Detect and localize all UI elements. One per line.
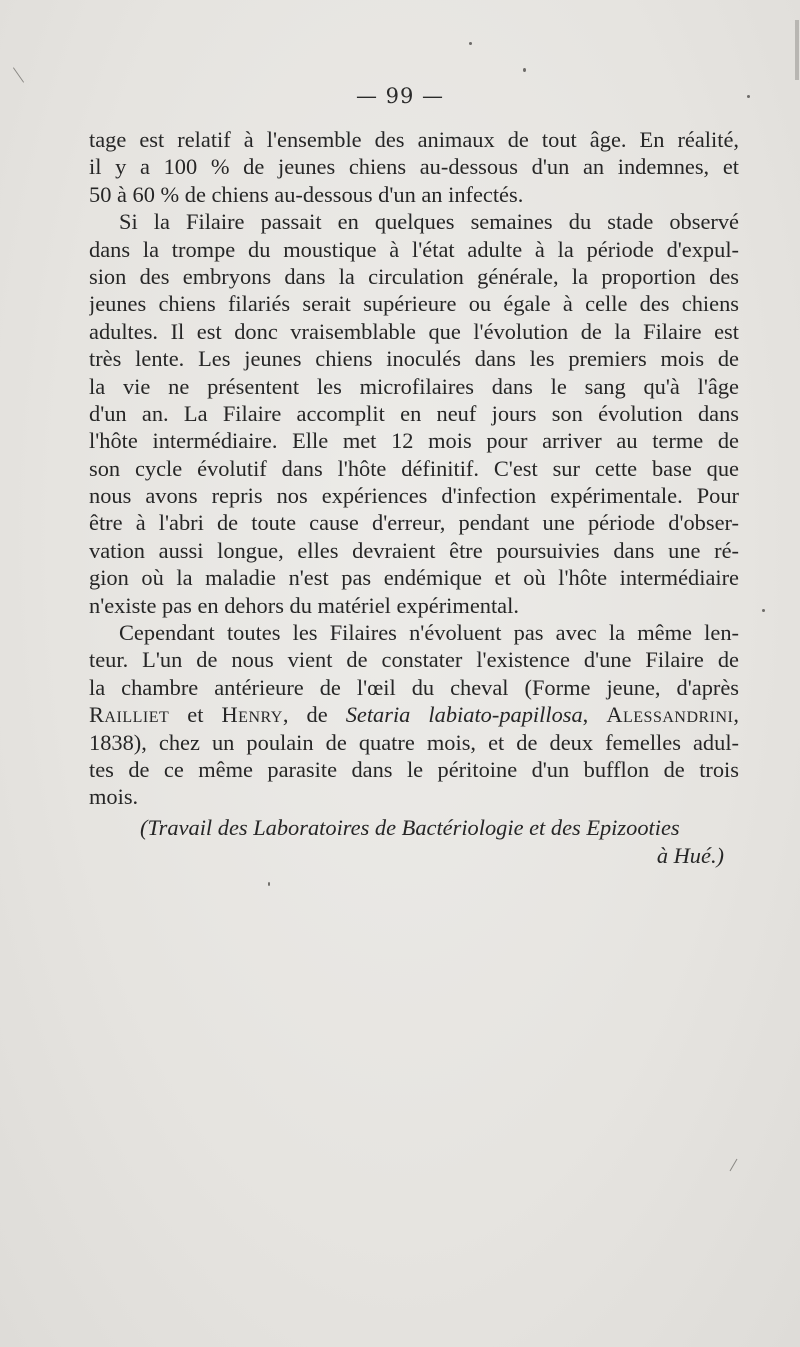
connector-text: , [582,702,607,728]
attribution-note [140,814,752,870]
text-line: dans la trompe du moustique à l'état adulte à la période d'expul- [89,236,739,262]
text-line: teur. L'un de nous vient de constater l'existence d'une Filaire de [89,647,739,673]
text-line: vation aussi longue, elles devraient être poursuivies dans une ré- [89,537,739,563]
text-line: il y a 100 % de jeunes chiens au-dessous d'un an indemnes, et [89,154,739,180]
attribution-line: (Travail des Laboratoires de Bactériologie et des Epizooties [140,815,680,840]
text-line: 1838), chez un poulain de quatre mois, et de deux femelles adul- [89,729,739,755]
text-line-citation [89,701,739,728]
text-line: jeunes chiens filariés serait supérieure ou égale à celle des chiens [89,291,739,317]
author-name: Alessandrini [606,702,734,728]
text-line: la vie ne présentent les microfilaires dans le sang qu'à l'âge [89,373,739,399]
text-line: n'existe pas en dehors du matériel expérimental. [89,592,519,618]
paper-mark [13,67,24,82]
paper-speck [469,42,472,45]
paper-speck [523,68,526,72]
text-line: sion des embryons dans la circulation générale, la proportion des [89,263,739,289]
text-line: gion où la maladie n'est pas endémique et où l'hôte intermédiaire [89,565,739,591]
page-number: — 99 — [355,84,445,108]
paragraph-start-line: Si la Filaire passait en quelques semaines du stade observé [119,209,739,235]
text-line: être à l'abri de toute cause d'erreur, pendant une période d'obser- [89,510,739,536]
paper-mark [795,20,799,80]
text-line: 50 à 60 % de chiens au-dessous d'un an infectés. [89,181,524,207]
text-line: nous avons repris nos expériences d'infection expérimentale. Pour [89,483,739,509]
paper-speck [268,882,270,886]
paper-speck [747,95,750,98]
author-name: Henry [221,702,283,728]
author-name: Railliet [89,702,170,728]
connector-text: , [733,702,739,728]
text-line: tage est relatif à l'ensemble des animaux de tout âge. En réalité, [89,127,739,152]
paper-speck [762,609,765,612]
text-line: très lente. Les jeunes chiens inoculés dans les premiers mois de [89,346,739,372]
text-line: son cycle évolutif dans l'hôte définitif. C'est sur cette base que [89,455,739,481]
paragraph-start-line: Cependant toutes les Filaires n'évoluent pas avec la même len- [119,620,739,646]
text-line: mois. [89,784,139,810]
body-text [89,126,739,811]
attribution-line: à Hué.) [656,843,724,868]
connector-text: , de [282,702,346,728]
text-line: tes de ce même parasite dans le péritoine d'un bufflon de trois [89,757,739,783]
text-line: d'un an. La Filaire accomplit en neuf jours son évolution dans [89,400,739,426]
text-line: la chambre antérieure de l'œil du cheval (Forme jeune, d'après [89,674,739,700]
species-name: Setaria labiato-papillosa [345,702,583,728]
text-line: adultes. Il est donc vraisemblable que l'évolution de la Filaire est [89,318,739,344]
paper-mark [730,1159,738,1172]
text-line: l'hôte intermédiaire. Elle met 12 mois pour arriver au terme de [89,428,739,454]
connector-text: et [169,702,222,728]
